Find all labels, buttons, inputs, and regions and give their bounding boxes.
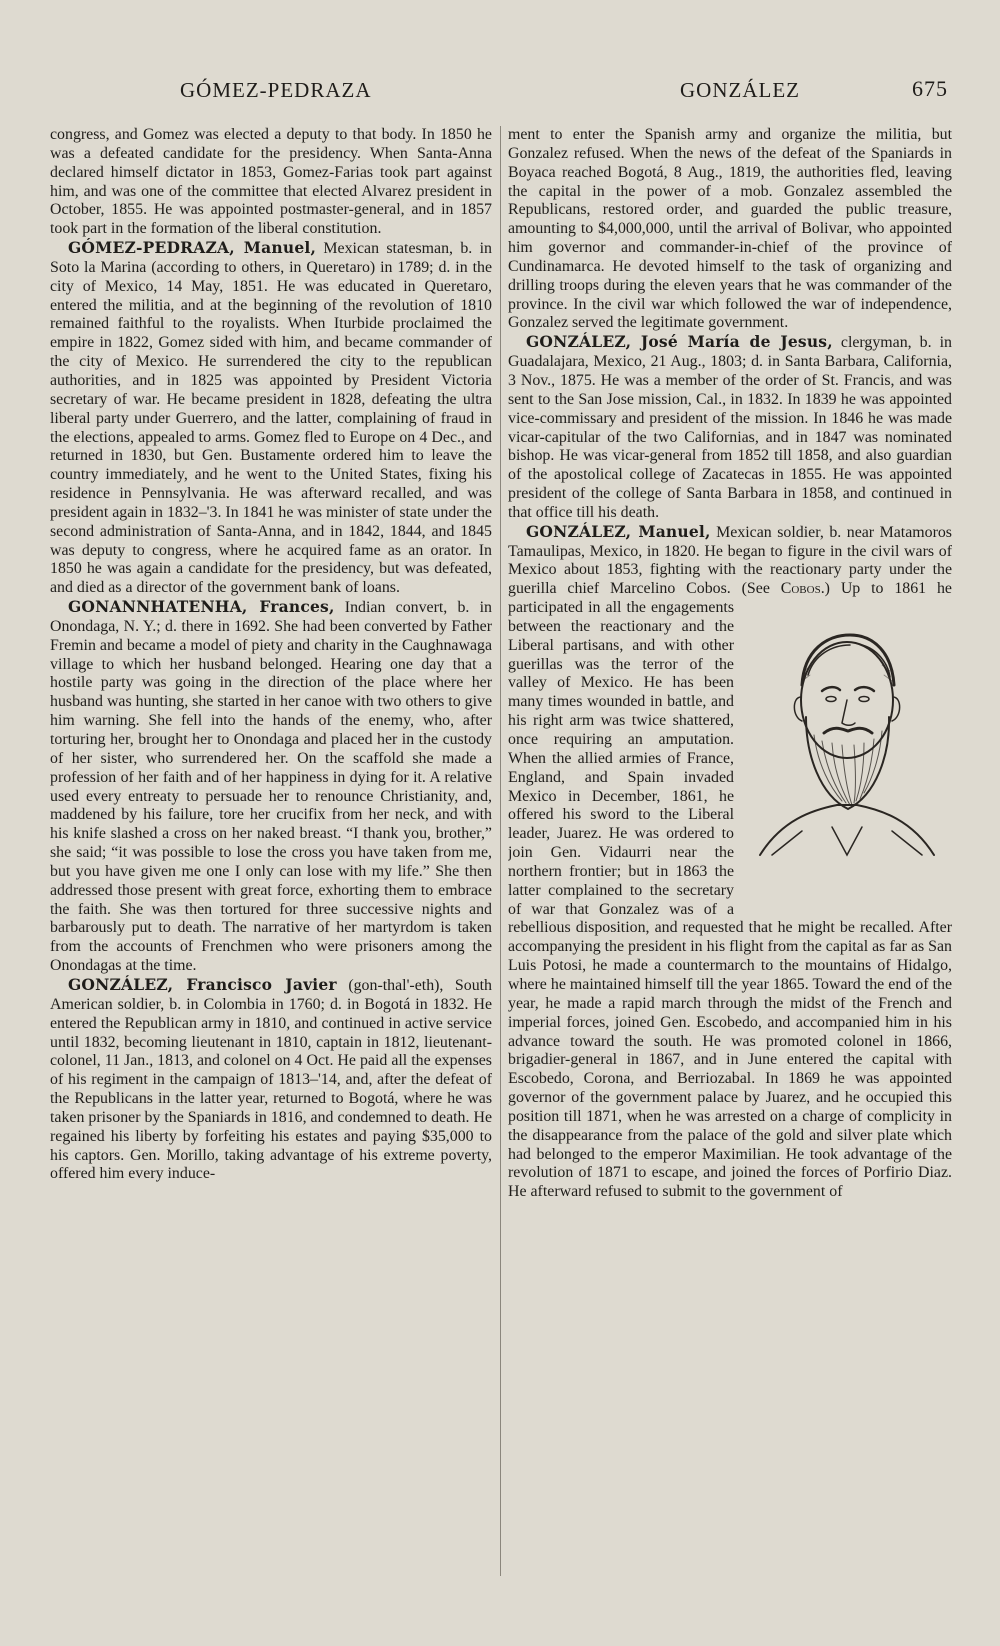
entry-body: Mexican statesman, b. in Soto la Marina (according to others, in Queretaro) in 1789; d. in the city of Mexico, 14 May, 1851. He was educated in Queretaro, entered the militia, and at the beginning of the revolution of 1810 remained faithful to the royalists. When Iturbide proclaimed the empire in 1822, Gomez sided with him, and became commander of the city of Mexico. He surrendered the city to the republican authorities, and in 1825 was appointed by President Victoria secretary of war. He became president in 1828, defeating the ultra liberal party under Guerrero, and the latter, complaining of fraud in the elections, appealed to arms. Gomez fled to Europe on 4 Dec., and returned in 1830, but Gen. Bustamente ordered him to leave the country immediately, and he went to the United States, fixing his residence in Pennsylvania. He was afterward recalled, and was president again in 1832–'3. In 1841 he was minister of state under the second administration of Santa-Anna, and in 1842, 1844, and 1845 was deputy to congress, where he acquired fame as an orator. In 1850 he was again a candidate for the presidency, but was defeated, and died as a director of the government bank of loans. [50, 240, 492, 597]
continued-paragraph: ment to enter the Spanish army and organize the militia, but Gonzalez refused. When the news of the defeat of the Spaniards in Boyaca reached Bogotá, 8 Aug., 1819, the authorities fled, leaving the capital in the power of a mob. Gonzalez assembled the Republicans, restored order, and guarded the public treasure, amounting to $4,000,000, until the arrival of Bolivar, who appointed him governor and commander-in-chief of the province of Cundinamarca. He devoted himself to the task of organizing and drilling troops during the eleven years that he was commander of the province. In the civil war which followed the war of independence, Gonzalez served the legitimate government. [508, 126, 952, 332]
left-column [50, 126, 492, 1576]
entry-gonzalez-jose-maria [508, 333, 952, 522]
right-column [508, 126, 952, 1576]
entry-gonzalez-francisco [50, 976, 492, 1184]
entry-headword: GONZÁLEZ, Manuel, [526, 521, 711, 541]
entry-gomez-pedraza [50, 239, 492, 598]
page-number: 675 [912, 76, 948, 101]
header-left-title: GÓMEZ-PEDRAZA [180, 78, 372, 102]
entry-body: Indian convert, b. in Onondaga, N. Y.; d. there in 1692. She had been converted by Father Fremin and became a model of piety and charity in the Caughnawaga village to which her husband belonged. Hearing one day that a hostile party was going in the direction of the place where her husband was hunting, she started in her canoe with two others to give him warning. She fell into the hands of the enemy, who, after torturing her, brought her to Onondaga and placed her in the custody of her sister, who surrendered her. On the scaffold she made a profession of her faith and of her happiness in dying for it. A relative used every entreaty to persuade her to renounce Christianity, and, maddened by his failure, tore her crucifix from her neck, and with his knife slashed a cross on her naked breast. “I thank you, brother,” she said; “it was possible to lose the cross you have taken from me, but you have given me one I only can lose with my life.” She then addressed those present with great force, exhorting them to embrace the faith. She was then tortured for three successive nights and barbarously put to death. The narrative of her martyrdom is taken from the accounts of Frenchmen who were prisoners among the Onondagas at the time. [50, 599, 492, 975]
portrait-engraving [742, 605, 952, 915]
cross-reference: Cobos [780, 580, 821, 598]
header-right-title: GONZÁLEZ [680, 78, 800, 102]
entry-body: clergyman, b. in Guadalajara, Mexico, 21 Aug., 1803; d. in Santa Barbara, California, 3 Nov., 1875. He was a member of the order of St. Francis, and was sent to the San Jose mission, Cal., in 1832. In 1839 he was appointed vice-commissary and president of the mission. In 1846 he was made vicar-capitular of the two Californias, and in 1847 was nominated bishop. He was vicar-general from 1852 till 1858, and also guardian of the apostolical college of Zacatecas in 1855. He was appointed president of the college of Santa Barbara in 1858, and continued in that office till his death. [508, 334, 952, 521]
portrait-illustration [742, 605, 952, 915]
entry-headword: GONZÁLEZ, José María de Jesus, [526, 332, 833, 352]
running-header [0, 70, 1000, 110]
entry-gonzalez-manuel [508, 523, 952, 1202]
entry-gonannhatenha [50, 598, 492, 976]
entry-body: Mexican soldier, b. near Matamoros Tamaulipas, Mexico, in 1820. He began to figure in the civil wars of Mexico about 1853, fighting with the reactionary party under the guerilla chief Marcelino Cobos. (See [508, 523, 952, 598]
column-divider [500, 126, 501, 1576]
entry-headword: GONANNHATENHA, Frances, [68, 597, 335, 617]
entry-headword: GÓMEZ-PEDRAZA, Manuel, [68, 238, 317, 258]
entry-body-continued: .) Up to 1861 he participated in all the engagements between the reactionary and the Liberal partisans, and with other guerillas was the terror of the valley of Mexico. He has been many times wounded in battle, and his right arm was twice shattered, once requiring an amputation. When the allied armies of France, England, and Spain invaded Mexico in December, 1861, he offered his sword to the Liberal leader, Juarez. He was ordered to join Gen. Vidaurri near the northern frontier; but in 1863 the latter complained to the secretary of war that Gonzalez was of a rebellious disposition, and requested that he might be recalled. After accompanying the president in his flight from the capital as far as San Luis Potosi, he made a countermarch to the mountains of Hidalgo, where he maintained himself till the year 1865. Toward the end of the year, he made a rapid march through the midst of the French and imperial forces, joined Gen. Escobedo, and accompanied him in his advance toward the south. He was promoted colonel in 1866, brigadier-general in 1867, and in June entered the capital with Escobedo, Corona, and Berriozabal. In 1869 he was appointed governor of the government palace by Juarez, and he occupied this position till 1871, when he was arrested on a charge of complicity in the disappearance from the palace of the gold and silver plate which had belonged to the emperor Maximilian. He took advantage of the revolution of 1871 to escape, and joined the forces of Porfirio Diaz. He afterward refused to submit to the government of [508, 580, 952, 1201]
entry-body: (gon-thal'-eth), South American soldier, b. in Colombia in 1760; d. in Bogotá in 1832. He entered the Republican army in 1810, and continued in active service until 1832, becoming lieutenant in 1810, captain in 1812, lieutenant-colonel, 11 Jan., 1813, and colonel on 4 Oct. He paid all the expenses of his regiment in the campaign of 1813–'14, and, after the defeat of the Republicans in the latter year, returned to Bogotá, where he was taken prisoner by the Spaniards in 1816, and condemned to death. He regained his liberty by forfeiting his estates and paying $35,000 to his captors. Gen. Morillo, taking advantage of his extreme poverty, offered him every induce- [50, 976, 492, 1183]
entry-headword: GONZÁLEZ, Francisco Javier [68, 974, 337, 994]
continued-paragraph: congress, and Gomez was elected a deputy to that body. In 1850 he was a defeated candidate for the presidency. When Santa-Anna declared himself dictator in 1853, Gomez-Farias took part against him, and was one of the committee that elected Alvarez president in October, 1855. He was appointed postmaster-general, and in 1857 took part in the formation of the liberal constitution. [50, 126, 492, 238]
